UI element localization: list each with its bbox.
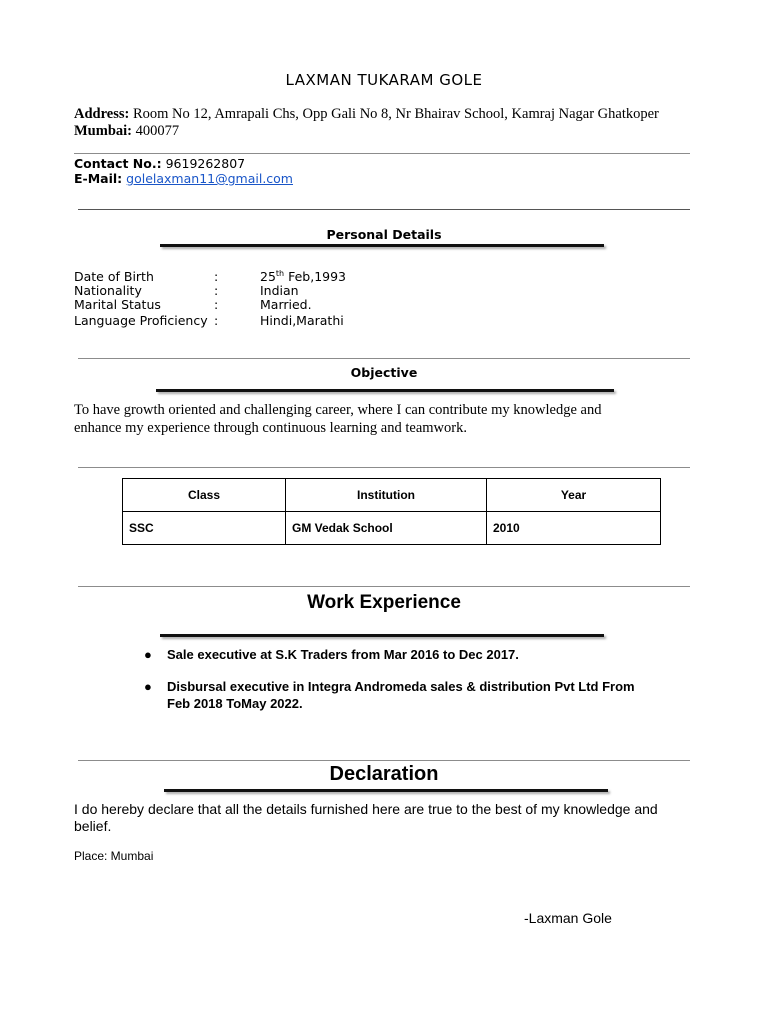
personal-row-nationality (0, 283, 768, 298)
dob-value: 25th Feb,1993 (260, 268, 347, 284)
column-header-year: Year (487, 479, 661, 512)
section-underline (160, 634, 604, 637)
nationality-label: Nationality (74, 283, 142, 298)
declaration-heading: Declaration (329, 763, 439, 785)
email-line (74, 171, 293, 186)
language-value: Hindi,Marathi (260, 313, 344, 328)
contact-label: Contact No.: (74, 156, 162, 171)
signature-text: -Laxman Gole (524, 910, 612, 926)
nationality-value: Indian (260, 283, 299, 298)
dob-label: Date of Birth (74, 269, 154, 284)
work-item-line: Disbursal executive in Integra Andromeda sales & distribution Pvt Ltd From (167, 679, 635, 694)
city-label: Mumbai: (74, 123, 132, 139)
colon: : (214, 297, 219, 312)
address-line (74, 106, 659, 123)
colon: : (214, 313, 219, 328)
city-line (74, 123, 179, 140)
declaration-text (74, 801, 694, 835)
objective-text-line1: To have growth oriented and challenging career, where I can contribute my knowledge and (74, 402, 602, 418)
address-label: Address: (74, 106, 130, 122)
applicant-name: LAXMAN TUKARAM GOLE (285, 71, 483, 89)
address-value: Room No 12, Amrapali Chs, Opp Gali No 8, Nr Bhairav School, Kamraj Nagar Ghatkoper (129, 106, 659, 122)
cell-year: 2010 (487, 512, 661, 545)
work-item-line: Sale executive at S.K Traders from Mar 2016 to Dec 2017. (167, 647, 519, 662)
section-underline (160, 244, 604, 247)
email-link[interactable]: golelaxman11@gmail.com (126, 171, 293, 186)
declaration-line: I do hereby declare that all the details furnished here are true to the best of my knowledge and (74, 801, 658, 817)
contact-line (74, 156, 245, 171)
list-item (144, 678, 684, 712)
objective-text-line2: enhance my experience through continuous learning and teamwork. (74, 420, 467, 436)
personal-row-marital (0, 297, 768, 312)
divider (78, 760, 690, 761)
section-underline (164, 789, 608, 792)
list-item (144, 646, 684, 663)
cell-institution: GM Vedak School (286, 512, 487, 545)
contact-value: 9619262807 (161, 156, 246, 171)
marital-label: Marital Status (74, 297, 161, 312)
cell-class: SSC (123, 512, 286, 545)
personal-details-heading: Personal Details (326, 227, 442, 242)
divider (78, 467, 690, 468)
column-header-class: Class (123, 479, 286, 512)
city-value: 400077 (132, 123, 180, 139)
table-header-row (123, 479, 661, 512)
work-item-line: Feb 2018 ToMay 2022. (167, 696, 303, 711)
personal-row-language (0, 313, 768, 328)
column-header-institution: Institution (286, 479, 487, 512)
work-experience-list (144, 646, 684, 727)
bullet-icon: ● (144, 679, 152, 694)
divider (78, 358, 690, 359)
divider (78, 209, 690, 210)
bullet-icon: ● (144, 647, 152, 662)
declaration-line: belief. (74, 818, 112, 834)
place-text: Place: Mumbai (74, 849, 154, 863)
objective-heading: Objective (350, 365, 418, 380)
divider (74, 153, 690, 154)
personal-row-dob (0, 269, 768, 284)
colon: : (214, 269, 219, 284)
marital-value: Married. (260, 297, 312, 312)
email-label: E-Mail: (74, 171, 123, 186)
language-label: Language Proficiency (74, 313, 208, 328)
work-experience-heading: Work Experience (307, 592, 461, 613)
divider (78, 586, 690, 587)
table-row (123, 512, 661, 545)
section-underline (156, 389, 614, 392)
education-table (122, 478, 661, 545)
colon: : (214, 283, 219, 298)
